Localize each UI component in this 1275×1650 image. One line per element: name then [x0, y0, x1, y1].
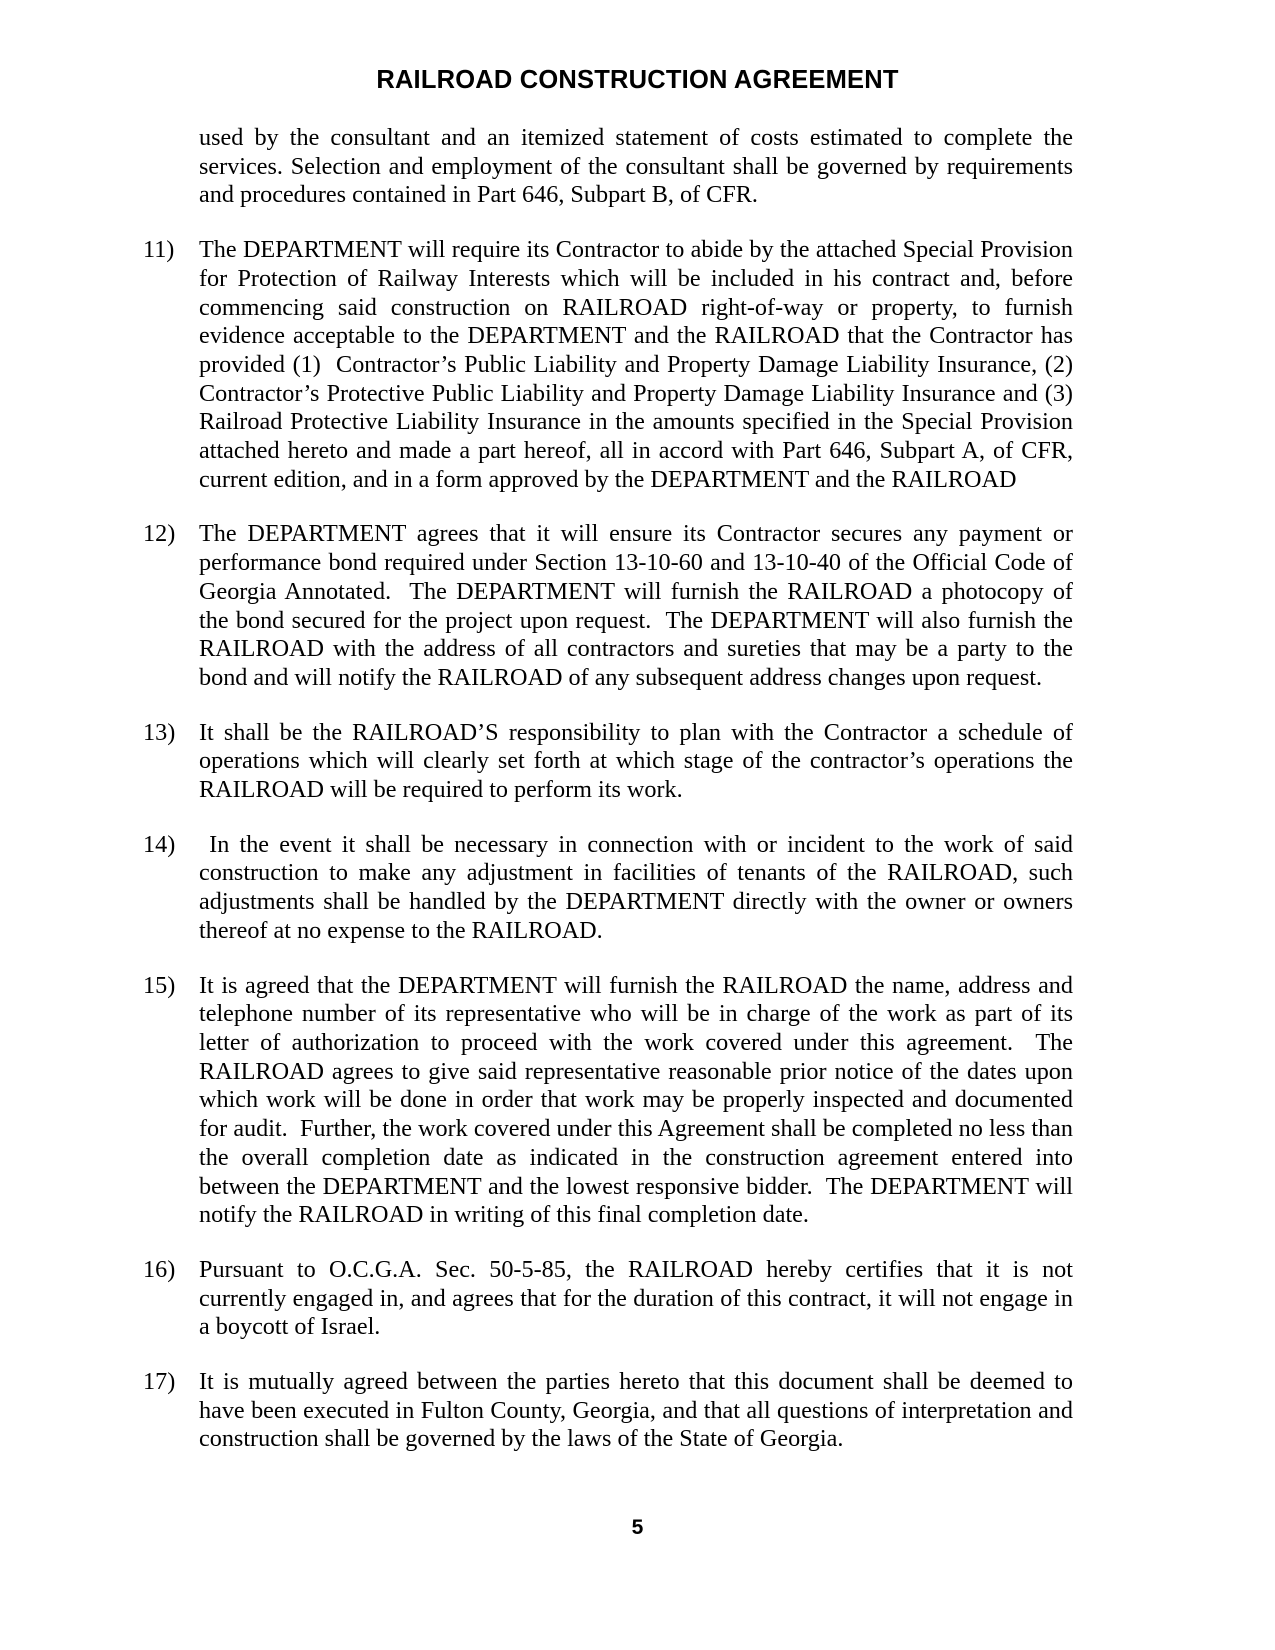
- numbered-item-11: [143, 236, 1080, 494]
- numbered-item-17: [143, 1368, 1080, 1454]
- numbered-item-12: [143, 520, 1080, 692]
- item-text: It is agreed that the DEPARTMENT will furnish the RAILROAD the name, address and telephone number of its representative who will be in charge of the work as part of its letter of authorization to proceed with the work covered under this agreement. The RAILROAD agrees to give said representative reasonable prior notice of the dates upon which work will be done in order that work may be properly inspected and documented for audit. Further, the work covered under this Agreement shall be completed no less than the overall completion date as indicated in the construction agreement entered into between the DEPARTMENT and the lowest responsive bidder. The DEPARTMENT will notify the RAILROAD in writing of this final completion date.: [199, 971, 1080, 1229]
- numbered-item-15: [143, 971, 1080, 1230]
- item-number: 11): [143, 236, 175, 264]
- numbered-item-13: [143, 718, 1080, 805]
- item-text: The DEPARTMENT agrees that it will ensure its Contractor secures any payment or performance bond required under Section 13-10-60 and 13-10-40 of the Official Code of Georgia Annotated. The DEPARTMENT will furnish the RAILROAD a photocopy of the bond secured for the project upon request. The DEPARTMENT will also furnish the RAILROAD with the address of all contractors and sureties that may be a party to the bond and will notify the RAILROAD of any subsequent address changes upon request.: [199, 520, 1080, 691]
- page-title: RAILROAD CONSTRUCTION AGREEMENT: [376, 66, 899, 94]
- item-text: In the event it shall be necessary in connection with or incident to the work of said construction to make any adjustment in facilities of tenants of the RAILROAD, such adjustments shall be handled by the DEPARTMENT directly with the owner or owners thereof at no expense to the RAILROAD.: [199, 830, 1080, 944]
- numbered-item-14: [143, 830, 1080, 946]
- intro-paragraph: used by the consultant and an itemized statement of costs estimated to complete the services. Selection and employment of the consultant shall be governed by requirements and procedures contained in Part 646, Subpart B, of CFR.: [199, 124, 1073, 209]
- item-text: It is mutually agreed between the parties hereto that this document shall be deemed to have been executed in Fulton County, Georgia, and that all questions of interpretation and construction shall be governed by the laws of the State of Georgia.: [199, 1368, 1080, 1453]
- item-number: 12): [143, 520, 176, 548]
- item-text: It shall be the RAILROAD’S responsibility to plan with the Contractor a schedule of operations which will clearly set forth at which stage of the contractor’s operations the RAILROAD will be required to perform its work.: [199, 718, 1080, 804]
- item-number: 13): [143, 718, 176, 746]
- item-text: Pursuant to O.C.G.A. Sec. 50-5-85, the RAILROAD hereby certifies that it is not currently engaged in, and agrees that for the duration of this contract, it will not engage in a boycott of Israel.: [199, 1255, 1080, 1341]
- document-body: [143, 124, 1080, 1454]
- numbered-item-16: [143, 1255, 1080, 1342]
- item-number: 16): [143, 1255, 176, 1283]
- item-number: 14): [143, 830, 176, 858]
- page-number: 5: [631, 1516, 644, 1539]
- item-number: 15): [143, 971, 176, 999]
- item-text: The DEPARTMENT will require its Contractor to abide by the attached Special Provision for Protection of Railway Interests which will be included in his contract and, before commencing said construction on RAILROAD right-of-way or property, to furnish evidence acceptable to the DEPARTMENT and the RAILROAD that the Contractor has provided (1) Contractor’s Public Liability and Property Damage Liability Insurance, (2) Contractor’s Protective Public Liability and Property Damage Liability Insurance and (3) Railroad Protective Liability Insurance in the amounts specified in the Special Provision attached hereto and made a part hereof, all in accord with Part 646, Subpart A, of CFR, current edition, and in a form approved by the DEPARTMENT and the RAILROAD: [199, 236, 1080, 493]
- item-number: 17): [143, 1368, 176, 1396]
